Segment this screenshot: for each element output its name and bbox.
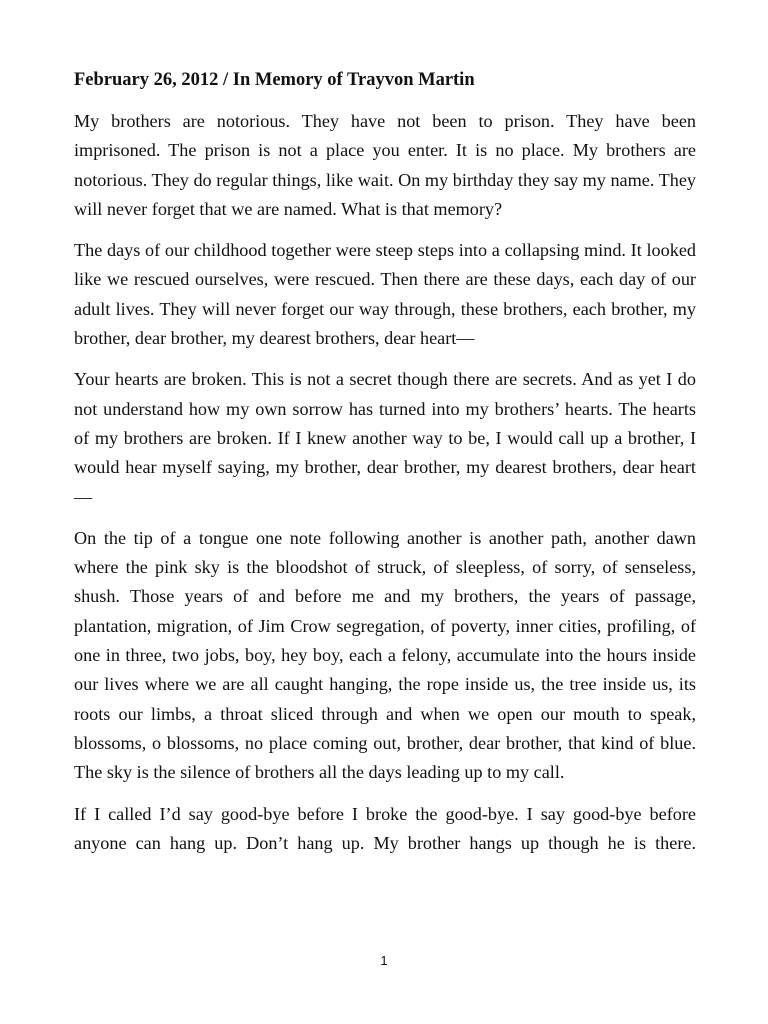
paragraph-1: My brothers are notorious. They have not been to prison. They have been imprisoned. The prison is not a place you enter. It is no place. My brothers are notorious. They do regular things, like wait. On my birthday they say my name. They will never forget that we are named. What is that memory? [74,111,696,219]
paragraph-5: If I called I’d say good-bye before I broke the good-bye. I say good-bye before anyone can hang up. Don’t hang up. My brother hangs up though he is there. [74,803,696,853]
page-number: 1 [380,953,388,968]
paragraph-2: The days of our childhood together were steep steps into a collapsing mind. It looked like we rescued ourselves, were rescued. Then there are these days, each day of our adult lives. They will never forget our way through, these brothers, each brother, my brother, dear brother, my dearest brothers, dear heart— [74,240,696,349]
document-heading: February 26, 2012 / In Memory of Trayvon Martin [74,70,475,90]
paragraph-3: Your hearts are broken. This is not a secret though there are secrets. And as yet I do not understand how my own sorrow has turned into my brothers’ hearts. The hearts of my brothers are broken. If I knew another way to be, I would call up a brother, I would hear myself saying, my brother, dear brother, my dearest brothers, dear heart— [74,369,696,507]
document-page [74,66,696,870]
paragraph-4: On the tip of a tongue one note following another is another path, another dawn where the pink sky is the bloodshot of struck, of sleepless, of sorry, of senseless, shush. Those years of and before me and my brothers, the years of passage, plantation, migration, of Jim Crow segregation, of poverty, inner cities, profiling, of one in three, two jobs, boy, hey boy, each a felony, accumulate into the hours inside our lives where we are all caught hanging, the rope inside us, the tree inside us, its roots our limbs, a throat sliced through and when we open our mouth to speak, blossoms, o blossoms, no place coming out, brother, dear brother, that kind of blue. The sky is the silence of brothers all the days leading up to my call. [74,527,696,783]
